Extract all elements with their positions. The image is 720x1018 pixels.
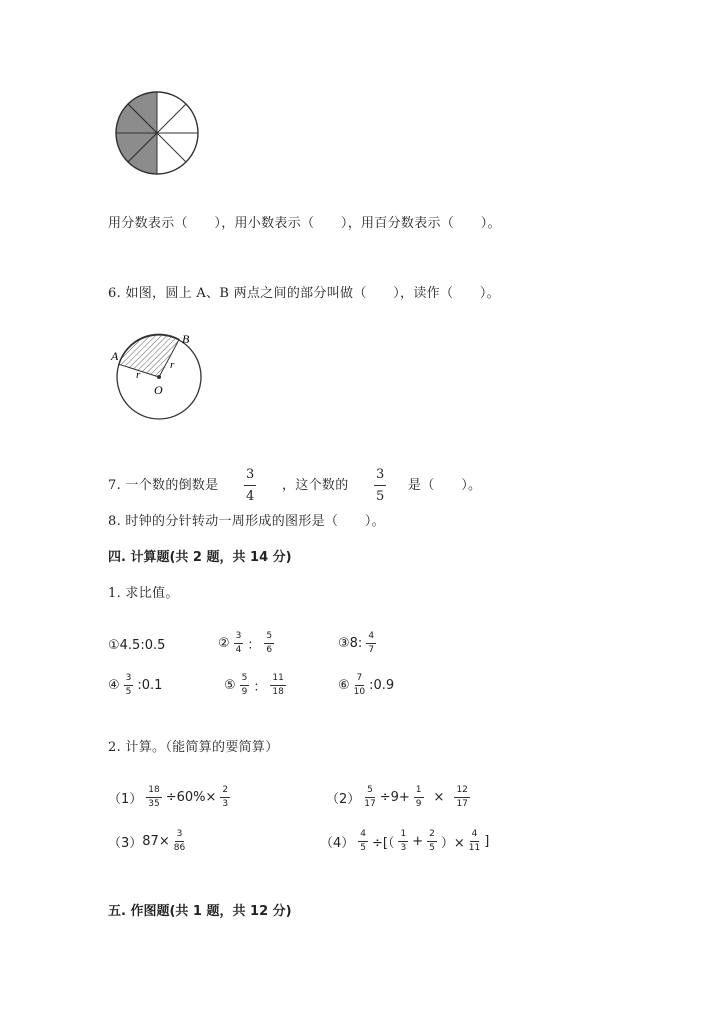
marker: ① xyxy=(108,638,120,653)
numerator: 3 xyxy=(124,674,134,686)
q7-fraction-1 xyxy=(244,468,256,503)
ratio-item-4 xyxy=(108,674,162,697)
marker: ⑤ xyxy=(224,678,236,693)
denominator: 3 xyxy=(400,843,407,853)
post-text: :0.1 xyxy=(137,678,163,693)
numerator: 4 xyxy=(366,632,376,644)
denominator: 18 xyxy=(272,687,284,697)
problem-label: （1） xyxy=(108,792,143,807)
denominator: 17 xyxy=(364,799,376,809)
ratio-item-3 xyxy=(338,632,380,655)
ratio-item-1 xyxy=(108,638,165,653)
expression: 4.5:0.5 xyxy=(119,638,166,653)
numerator: 3 xyxy=(374,468,386,486)
fraction-e xyxy=(469,830,480,853)
marker: ③ xyxy=(338,636,350,651)
fraction-b xyxy=(414,786,424,809)
circle-arc-figure xyxy=(108,332,218,424)
denominator: 4 xyxy=(246,489,255,504)
fraction-a xyxy=(174,830,185,853)
denominator: 9 xyxy=(241,687,248,697)
calc-q1-title: 1. 求比值。 xyxy=(108,586,179,601)
numerator: 3 xyxy=(175,830,185,842)
operator: ： xyxy=(253,680,267,695)
problem-label: （3） xyxy=(108,836,143,851)
question-6-text: 6. 如图，圆上 A、B 两点之间的部分叫做（ ），读作（ ）。 xyxy=(108,286,500,301)
denominator: 6 xyxy=(266,645,273,655)
fraction-c xyxy=(454,786,469,809)
numerator: 5 xyxy=(365,786,375,798)
numerator: 11 xyxy=(270,674,285,686)
denominator: 5 xyxy=(125,687,132,697)
label-b: B xyxy=(182,332,190,346)
numerator: 5 xyxy=(240,674,250,686)
ratio-item-5 xyxy=(224,674,290,697)
numerator: 12 xyxy=(454,786,469,798)
operator: × xyxy=(433,790,445,805)
numerator: 7 xyxy=(355,674,365,686)
marker: ⑥ xyxy=(338,678,350,693)
marker: ④ xyxy=(108,678,120,693)
label-a: A xyxy=(111,349,119,363)
numerator: 18 xyxy=(146,786,161,798)
fraction-b xyxy=(220,786,230,809)
numerator: 2 xyxy=(427,830,437,842)
question-8-text: 8. 时钟的分针转动一周形成的图形是（ ）。 xyxy=(108,514,385,529)
denominator: 5 xyxy=(376,489,385,504)
numerator: 2 xyxy=(220,786,230,798)
operator: ： xyxy=(247,638,261,653)
fraction-a xyxy=(234,632,244,655)
ratio-item-6 xyxy=(338,674,394,697)
denominator: 35 xyxy=(148,799,160,809)
open-bracket: ÷[（ xyxy=(372,836,395,851)
numerator: 1 xyxy=(398,830,408,842)
calc-problem-4 xyxy=(320,830,489,853)
fraction-a xyxy=(358,830,368,853)
denominator: 7 xyxy=(368,645,375,655)
calc-problem-3 xyxy=(108,830,189,853)
close-paren-times: ）× xyxy=(440,836,465,851)
q7-fraction-2 xyxy=(374,468,386,503)
calc-problem-1 xyxy=(108,786,234,809)
problem-label: （4） xyxy=(320,836,355,851)
close-bracket: ] xyxy=(484,834,490,849)
pre-text: 87× xyxy=(142,834,170,849)
numerator: 4 xyxy=(358,830,368,842)
denominator: 86 xyxy=(173,843,186,853)
numerator: 3 xyxy=(234,632,244,644)
calc-q2-title: 2. 计算。（能简算的要简算） xyxy=(108,740,279,755)
denominator: 3 xyxy=(222,799,229,809)
denominator: 10 xyxy=(353,687,366,697)
post-text: :0.9 xyxy=(369,678,395,693)
fraction-b xyxy=(366,632,376,655)
fraction-a xyxy=(354,674,365,697)
numerator: 5 xyxy=(264,632,274,644)
numerator: 3 xyxy=(244,468,256,486)
pre-text: 8: xyxy=(349,636,363,651)
denominator: 17 xyxy=(456,799,468,809)
calc-problem-2 xyxy=(326,786,474,809)
fraction-a xyxy=(146,786,161,809)
denominator: 11 xyxy=(468,843,481,853)
label-r-right: r xyxy=(170,359,175,371)
question-7-middle: ，这个数的 xyxy=(282,478,349,493)
numerator: 4 xyxy=(470,830,480,842)
q5-representation-sentence: 用分数表示（ ），用小数表示（ ），用百分数表示（ ）。 xyxy=(108,216,501,231)
plus-operator: + xyxy=(412,834,424,849)
section-4-title: 四. 计算题(共 2 题，共 14 分) xyxy=(108,550,292,565)
question-7-prefix: 7. 一个数的倒数是 xyxy=(108,478,219,493)
fraction-c xyxy=(427,830,437,853)
marker: ② xyxy=(218,636,230,651)
denominator: 5 xyxy=(429,843,435,853)
problem-label: （2） xyxy=(326,792,361,807)
question-7-suffix: 是（ ）。 xyxy=(408,478,482,493)
fraction-a xyxy=(124,674,134,697)
numerator: 1 xyxy=(414,786,424,798)
pie-fraction-figure xyxy=(110,86,204,180)
denominator: 4 xyxy=(235,645,242,655)
fraction-a xyxy=(364,786,375,809)
fraction-b xyxy=(264,632,274,655)
fraction-b xyxy=(398,830,408,853)
middle-expr: ÷60%× xyxy=(165,790,217,805)
label-o: O xyxy=(154,383,163,397)
ratio-item-2 xyxy=(218,632,278,655)
denominator: 9 xyxy=(415,799,422,809)
section-5-title: 五. 作图题(共 1 题，共 12 分) xyxy=(108,904,292,919)
fraction-a xyxy=(240,674,250,697)
label-r-left: r xyxy=(136,369,141,381)
denominator: 5 xyxy=(360,843,367,853)
fraction-b xyxy=(270,674,285,697)
middle-expr: ÷9+ xyxy=(379,790,410,805)
